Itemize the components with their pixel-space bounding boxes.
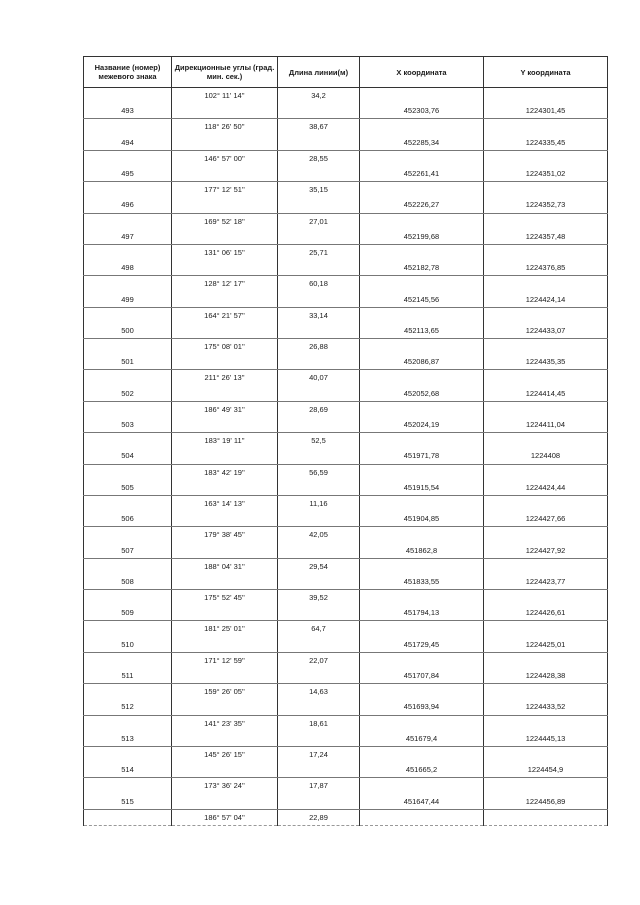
- empty-cell: [360, 370, 484, 386]
- table-row: [84, 715, 608, 731]
- table-row: [84, 793, 608, 809]
- table-row: [84, 778, 608, 794]
- empty-cell: [278, 135, 360, 151]
- direction-angle-cell: 118° 26' 50'': [172, 119, 278, 135]
- x-coordinate-cell: 451693,94: [360, 699, 484, 715]
- table-row: [84, 668, 608, 684]
- x-coordinate-cell: 451679,4: [360, 731, 484, 747]
- x-coordinate-cell: 452199,68: [360, 229, 484, 245]
- point-name-cell: 502: [84, 386, 172, 402]
- x-coordinate-cell: 451833,55: [360, 574, 484, 590]
- empty-cell: [360, 119, 484, 135]
- table-row: [84, 574, 608, 590]
- empty-cell: [278, 197, 360, 213]
- empty-cell: [360, 150, 484, 166]
- empty-cell: [84, 244, 172, 260]
- empty-cell: [172, 260, 278, 276]
- point-name-cell: 504: [84, 448, 172, 464]
- x-coordinate-cell: 452303,76: [360, 103, 484, 119]
- empty-cell: [278, 731, 360, 747]
- x-coordinate-cell: 451862,8: [360, 542, 484, 558]
- table-row: [84, 652, 608, 668]
- empty-cell: [484, 307, 608, 323]
- coordinates-table: [83, 56, 608, 826]
- table-row: [84, 119, 608, 135]
- empty-cell: [278, 103, 360, 119]
- y-coordinate-cell: 1224301,45: [484, 103, 608, 119]
- line-length-cell: 28,55: [278, 150, 360, 166]
- empty-cell: [360, 182, 484, 198]
- table-row: [84, 495, 608, 511]
- empty-cell: [360, 746, 484, 762]
- y-coordinate-cell: 1224351,02: [484, 166, 608, 182]
- y-coordinate-cell: 1224423,77: [484, 574, 608, 590]
- direction-angle-cell: 177° 12' 51'': [172, 182, 278, 198]
- direction-angle-cell: 163° 14' 13'': [172, 495, 278, 511]
- point-name-cell: 509: [84, 605, 172, 621]
- empty-cell: [172, 417, 278, 433]
- empty-cell: [278, 291, 360, 307]
- table-row: [84, 339, 608, 355]
- x-coordinate-cell: 452145,56: [360, 291, 484, 307]
- empty-cell: [484, 652, 608, 668]
- line-length-cell: 25,71: [278, 244, 360, 260]
- point-name-cell: 515: [84, 793, 172, 809]
- table-row: [84, 605, 608, 621]
- table-row: [84, 809, 608, 825]
- direction-angle-cell: 145° 26' 15'': [172, 746, 278, 762]
- table-row: [84, 386, 608, 402]
- empty-cell: [84, 401, 172, 417]
- empty-cell: [84, 88, 172, 104]
- empty-cell: [172, 291, 278, 307]
- x-coordinate-cell: 451971,78: [360, 448, 484, 464]
- line-length-cell: 18,61: [278, 715, 360, 731]
- y-coordinate-cell: 1224408: [484, 448, 608, 464]
- empty-cell: [84, 433, 172, 449]
- empty-cell: [172, 103, 278, 119]
- point-name-cell: 506: [84, 511, 172, 527]
- line-length-cell: 22,89: [278, 809, 360, 825]
- table-row: [84, 260, 608, 276]
- table-row: [84, 746, 608, 762]
- empty-cell: [484, 213, 608, 229]
- table-row: [84, 197, 608, 213]
- empty-cell: [84, 652, 172, 668]
- empty-cell: [172, 699, 278, 715]
- x-coordinate-cell: 451729,45: [360, 637, 484, 653]
- y-coordinate-cell: 1224445,13: [484, 731, 608, 747]
- direction-angle-cell: 102° 11' 14'': [172, 88, 278, 104]
- empty-cell: [484, 464, 608, 480]
- direction-angle-cell: 159° 26' 05'': [172, 684, 278, 700]
- line-length-cell: 64,7: [278, 621, 360, 637]
- empty-cell: [484, 809, 608, 825]
- empty-cell: [278, 354, 360, 370]
- empty-cell: [360, 590, 484, 606]
- point-name-cell: 496: [84, 197, 172, 213]
- empty-cell: [484, 621, 608, 637]
- direction-angle-cell: 175° 08' 01'': [172, 339, 278, 355]
- x-coordinate-cell: 452285,34: [360, 135, 484, 151]
- direction-angle-cell: 146° 57' 00'': [172, 150, 278, 166]
- empty-cell: [278, 448, 360, 464]
- empty-cell: [360, 276, 484, 292]
- empty-cell: [84, 150, 172, 166]
- empty-cell: [484, 495, 608, 511]
- table-row: [84, 637, 608, 653]
- x-coordinate-cell: 452226,27: [360, 197, 484, 213]
- empty-cell: [172, 574, 278, 590]
- direction-angle-cell: 186° 49' 31'': [172, 401, 278, 417]
- table-row: [84, 244, 608, 260]
- point-name-cell: 505: [84, 480, 172, 496]
- y-coordinate-cell: 1224376,85: [484, 260, 608, 276]
- y-coordinate-cell: 1224427,92: [484, 542, 608, 558]
- empty-cell: [360, 652, 484, 668]
- empty-cell: [278, 511, 360, 527]
- table-row: [84, 699, 608, 715]
- table-body: [84, 88, 608, 826]
- table-row: [84, 433, 608, 449]
- empty-cell: [360, 339, 484, 355]
- line-length-cell: 27,01: [278, 213, 360, 229]
- line-length-cell: 52,5: [278, 433, 360, 449]
- y-coordinate-cell: 1224433,52: [484, 699, 608, 715]
- line-length-cell: 35,15: [278, 182, 360, 198]
- empty-cell: [360, 684, 484, 700]
- table-row: [84, 213, 608, 229]
- empty-cell: [278, 386, 360, 402]
- x-coordinate-cell: 451794,13: [360, 605, 484, 621]
- empty-cell: [84, 684, 172, 700]
- empty-cell: [360, 558, 484, 574]
- empty-cell: [278, 260, 360, 276]
- empty-cell: [484, 590, 608, 606]
- empty-cell: [84, 558, 172, 574]
- y-coordinate-cell: 1224426,61: [484, 605, 608, 621]
- empty-cell: [278, 417, 360, 433]
- empty-cell: [484, 715, 608, 731]
- empty-cell: [84, 339, 172, 355]
- empty-cell: [278, 166, 360, 182]
- empty-cell: [278, 480, 360, 496]
- y-coordinate-cell: 1224454,9: [484, 762, 608, 778]
- empty-cell: [172, 637, 278, 653]
- empty-cell: [172, 668, 278, 684]
- empty-cell: [360, 527, 484, 543]
- y-coordinate-cell: 1224433,07: [484, 323, 608, 339]
- empty-cell: [360, 401, 484, 417]
- x-coordinate-cell: 452024,19: [360, 417, 484, 433]
- empty-cell: [484, 182, 608, 198]
- direction-angle-cell: 128° 12' 17'': [172, 276, 278, 292]
- point-name-cell: 501: [84, 354, 172, 370]
- table-row: [84, 558, 608, 574]
- point-name-cell: 508: [84, 574, 172, 590]
- header-line-length: Длина линии(м): [278, 57, 360, 88]
- line-length-cell: 29,54: [278, 558, 360, 574]
- table-row: [84, 307, 608, 323]
- table-row: [84, 448, 608, 464]
- empty-cell: [84, 621, 172, 637]
- direction-angle-cell: 171° 12' 59'': [172, 652, 278, 668]
- line-length-cell: 56,59: [278, 464, 360, 480]
- line-length-cell: 17,87: [278, 778, 360, 794]
- line-length-cell: 14,63: [278, 684, 360, 700]
- header-y-coordinate: Y координата: [484, 57, 608, 88]
- x-coordinate-cell: 451647,44: [360, 793, 484, 809]
- direction-angle-cell: 175° 52' 45'': [172, 590, 278, 606]
- empty-cell: [360, 213, 484, 229]
- empty-cell: [360, 495, 484, 511]
- line-length-cell: 39,52: [278, 590, 360, 606]
- direction-angle-cell: 173° 36' 24'': [172, 778, 278, 794]
- empty-cell: [172, 762, 278, 778]
- point-name-cell: 499: [84, 291, 172, 307]
- empty-cell: [84, 778, 172, 794]
- empty-cell: [484, 150, 608, 166]
- header-direction-angles: Дирекционные углы (град. мин. сек.): [172, 57, 278, 88]
- point-name-cell: 511: [84, 668, 172, 684]
- empty-cell: [172, 448, 278, 464]
- empty-cell: [360, 88, 484, 104]
- line-length-cell: 38,67: [278, 119, 360, 135]
- y-coordinate-cell: 1224456,89: [484, 793, 608, 809]
- empty-cell: [278, 793, 360, 809]
- x-coordinate-cell: 451915,54: [360, 480, 484, 496]
- empty-cell: [84, 370, 172, 386]
- y-coordinate-cell: 1224352,73: [484, 197, 608, 213]
- y-coordinate-cell: 1224357,48: [484, 229, 608, 245]
- y-coordinate-cell: 1224427,66: [484, 511, 608, 527]
- empty-cell: [172, 135, 278, 151]
- empty-cell: [278, 762, 360, 778]
- empty-cell: [484, 433, 608, 449]
- empty-cell: [484, 339, 608, 355]
- empty-cell: [84, 276, 172, 292]
- line-length-cell: 11,16: [278, 495, 360, 511]
- point-name-cell: 510: [84, 637, 172, 653]
- table-row: [84, 684, 608, 700]
- empty-cell: [484, 746, 608, 762]
- empty-cell: [484, 88, 608, 104]
- x-coordinate-cell: 451904,85: [360, 511, 484, 527]
- header-x-coordinate: X координата: [360, 57, 484, 88]
- empty-cell: [484, 401, 608, 417]
- direction-angle-cell: 179° 38' 45'': [172, 527, 278, 543]
- empty-cell: [172, 511, 278, 527]
- table-row: [84, 417, 608, 433]
- direction-angle-cell: 183° 42' 19'': [172, 464, 278, 480]
- direction-angle-cell: 183° 19' 11'': [172, 433, 278, 449]
- line-length-cell: 28,69: [278, 401, 360, 417]
- empty-cell: [172, 229, 278, 245]
- empty-cell: [484, 119, 608, 135]
- table-row: [84, 621, 608, 637]
- point-name-cell: 495: [84, 166, 172, 182]
- table-row: [84, 166, 608, 182]
- direction-angle-cell: 211° 26' 13'': [172, 370, 278, 386]
- line-length-cell: 17,24: [278, 746, 360, 762]
- x-coordinate-cell: 451707,84: [360, 668, 484, 684]
- empty-cell: [172, 354, 278, 370]
- direction-angle-cell: 188° 04' 31'': [172, 558, 278, 574]
- empty-cell: [360, 464, 484, 480]
- empty-cell: [172, 542, 278, 558]
- x-coordinate-cell: 452113,65: [360, 323, 484, 339]
- table-row: [84, 370, 608, 386]
- x-coordinate-cell: 452086,87: [360, 354, 484, 370]
- empty-cell: [84, 590, 172, 606]
- y-coordinate-cell: 1224435,35: [484, 354, 608, 370]
- direction-angle-cell: 131° 06' 15'': [172, 244, 278, 260]
- empty-cell: [172, 605, 278, 621]
- x-coordinate-cell: 451665,2: [360, 762, 484, 778]
- empty-cell: [172, 166, 278, 182]
- direction-angle-cell: 141° 23' 35'': [172, 715, 278, 731]
- empty-cell: [360, 307, 484, 323]
- direction-angle-cell: 186° 57' 04'': [172, 809, 278, 825]
- table-row: [84, 527, 608, 543]
- table-row: [84, 480, 608, 496]
- empty-cell: [172, 197, 278, 213]
- point-name-cell: 503: [84, 417, 172, 433]
- empty-cell: [84, 119, 172, 135]
- point-name-cell: 514: [84, 762, 172, 778]
- empty-cell: [278, 229, 360, 245]
- y-coordinate-cell: 1224424,14: [484, 291, 608, 307]
- empty-cell: [84, 213, 172, 229]
- x-coordinate-cell: 452261,41: [360, 166, 484, 182]
- line-length-cell: 34,2: [278, 88, 360, 104]
- point-name-cell: 494: [84, 135, 172, 151]
- point-name-cell: 498: [84, 260, 172, 276]
- empty-cell: [172, 793, 278, 809]
- empty-cell: [484, 684, 608, 700]
- y-coordinate-cell: 1224428,38: [484, 668, 608, 684]
- empty-cell: [172, 386, 278, 402]
- empty-cell: [484, 244, 608, 260]
- empty-cell: [484, 527, 608, 543]
- line-length-cell: 22,07: [278, 652, 360, 668]
- direction-angle-cell: 169° 52' 18'': [172, 213, 278, 229]
- table-row: [84, 150, 608, 166]
- table-row: [84, 511, 608, 527]
- table-row: [84, 291, 608, 307]
- table-row: [84, 182, 608, 198]
- empty-cell: [484, 778, 608, 794]
- table-row: [84, 229, 608, 245]
- empty-cell: [484, 370, 608, 386]
- point-name-cell: 500: [84, 323, 172, 339]
- empty-cell: [278, 699, 360, 715]
- x-coordinate-cell: 452182,78: [360, 260, 484, 276]
- empty-cell: [172, 731, 278, 747]
- line-length-cell: 42,05: [278, 527, 360, 543]
- table-row: [84, 590, 608, 606]
- table-row: [84, 276, 608, 292]
- y-coordinate-cell: 1224335,45: [484, 135, 608, 151]
- table-row: [84, 731, 608, 747]
- empty-cell: [278, 668, 360, 684]
- empty-cell: [484, 558, 608, 574]
- empty-cell: [484, 276, 608, 292]
- empty-cell: [84, 715, 172, 731]
- empty-cell: [84, 746, 172, 762]
- empty-cell: [278, 542, 360, 558]
- empty-cell: [84, 527, 172, 543]
- table-row: [84, 401, 608, 417]
- table-row: [84, 762, 608, 778]
- empty-cell: [360, 244, 484, 260]
- empty-cell: [84, 182, 172, 198]
- y-coordinate-cell: 1224414,45: [484, 386, 608, 402]
- empty-cell: [278, 574, 360, 590]
- empty-cell: [360, 715, 484, 731]
- direction-angle-cell: 164° 21' 57'': [172, 307, 278, 323]
- empty-cell: [278, 637, 360, 653]
- empty-cell: [84, 495, 172, 511]
- empty-cell: [172, 480, 278, 496]
- y-coordinate-cell: 1224425,01: [484, 637, 608, 653]
- line-length-cell: 26,88: [278, 339, 360, 355]
- header-point-name: Название (номер) межевого знака: [84, 57, 172, 88]
- y-coordinate-cell: 1224424,44: [484, 480, 608, 496]
- line-length-cell: 40,07: [278, 370, 360, 386]
- point-name-cell: 497: [84, 229, 172, 245]
- table-row: [84, 103, 608, 119]
- empty-cell: [360, 778, 484, 794]
- point-name-cell: 512: [84, 699, 172, 715]
- table-row: [84, 354, 608, 370]
- empty-cell: [84, 809, 172, 825]
- point-name-cell: 493: [84, 103, 172, 119]
- empty-cell: [84, 464, 172, 480]
- table-row: [84, 135, 608, 151]
- empty-cell: [172, 323, 278, 339]
- table-row: [84, 464, 608, 480]
- table-row: [84, 542, 608, 558]
- empty-cell: [360, 433, 484, 449]
- point-name-cell: 513: [84, 731, 172, 747]
- table-header-row: [84, 57, 608, 88]
- table-row: [84, 323, 608, 339]
- direction-angle-cell: 181° 25' 01'': [172, 621, 278, 637]
- empty-cell: [84, 307, 172, 323]
- x-coordinate-cell: 452052,68: [360, 386, 484, 402]
- empty-cell: [278, 605, 360, 621]
- y-coordinate-cell: 1224411,04: [484, 417, 608, 433]
- empty-cell: [278, 323, 360, 339]
- point-name-cell: 507: [84, 542, 172, 558]
- line-length-cell: 33,14: [278, 307, 360, 323]
- line-length-cell: 60,18: [278, 276, 360, 292]
- empty-cell: [360, 621, 484, 637]
- table-row: [84, 88, 608, 104]
- empty-cell: [360, 809, 484, 825]
